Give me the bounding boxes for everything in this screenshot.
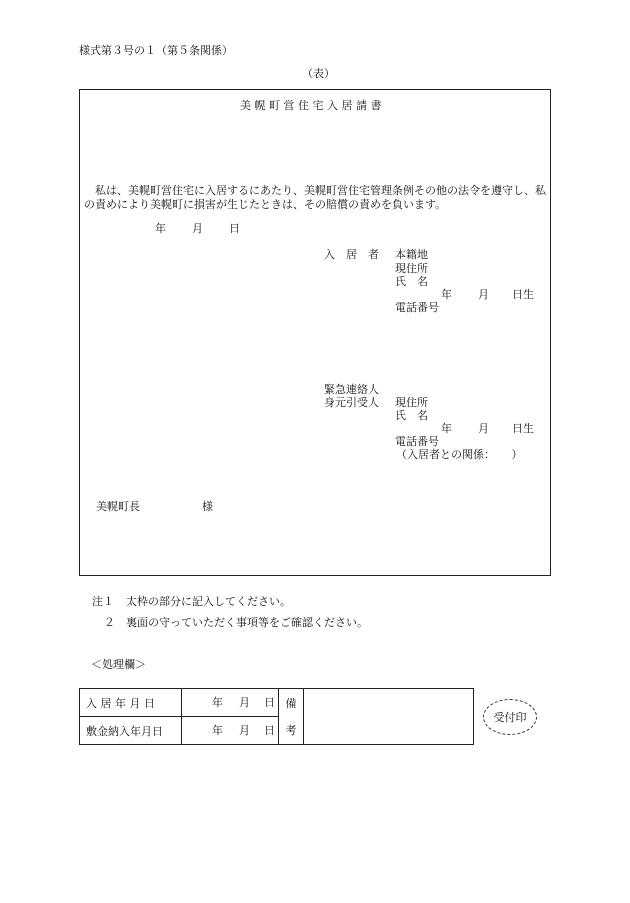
guarantor-label-1: 緊急連絡人: [324, 383, 379, 396]
processing-heading: ＜処理欄＞: [91, 658, 146, 671]
resident-phone[interactable]: 電話番号: [395, 301, 439, 314]
guarantor-birth-month[interactable]: 月: [478, 422, 489, 435]
resident-label: 入 居 者: [324, 248, 379, 261]
deposit-month: 月: [239, 724, 250, 737]
reception-stamp: [483, 699, 537, 735]
note-1-text: 太枠の部分に記入してください。: [126, 595, 291, 608]
note-2-number: ２: [104, 616, 115, 629]
date-year[interactable]: 年: [155, 222, 166, 235]
remarks-label-bottom: 考: [279, 717, 304, 745]
date-day[interactable]: 日: [229, 222, 240, 235]
guarantor-name[interactable]: 氏 名: [395, 409, 428, 422]
move-in-month: 月: [239, 696, 250, 709]
deposit-date-label: 敷金納入年月日: [80, 717, 182, 745]
addressee-honorific: 様: [202, 500, 213, 513]
resident-birth-year[interactable]: 年: [441, 288, 452, 301]
deposit-day: 日: [264, 724, 275, 737]
processing-table: [79, 688, 474, 745]
move-in-date-label: 入 居 年 月 日: [80, 689, 182, 717]
move-in-date-value[interactable]: [182, 689, 279, 717]
table-row: [80, 689, 474, 717]
guarantor-label-2: 身元引受人: [324, 396, 379, 409]
move-in-day: 日: [264, 696, 275, 709]
guarantor-birth-day[interactable]: 日生: [512, 422, 534, 435]
form-number: 様式第３号の１（第５条関係）: [79, 44, 233, 57]
resident-name[interactable]: 氏 名: [395, 275, 428, 288]
guarantor-birth-year[interactable]: 年: [441, 422, 452, 435]
resident-birth-day[interactable]: 日生: [512, 288, 534, 301]
application-frame: [79, 89, 551, 576]
addressee-title: 美幌町長: [96, 500, 140, 513]
guarantor-address[interactable]: 現住所: [395, 396, 428, 409]
pledge-text: 私は、美幌町営住宅に入居するにあたり、美幌町営住宅管理条例その他の法令を遵守し、私の責めにより美幌町に損害が生じたときは、その賠償の責めを負います。: [84, 184, 546, 211]
guarantor-relation[interactable]: （入居者との関係： ）: [396, 448, 523, 461]
move-in-year: 年: [212, 696, 223, 709]
deposit-date-value[interactable]: [182, 717, 279, 745]
remarks-field[interactable]: [304, 689, 474, 745]
note-2-text: 裏面の守っていただく事項等をご確認ください。: [126, 616, 368, 629]
remarks-label-top: 備: [279, 689, 304, 717]
note-1-number: 注１: [92, 595, 114, 608]
resident-address[interactable]: 現住所: [395, 262, 428, 275]
reception-stamp-label: 受付印: [493, 711, 527, 724]
resident-honseki[interactable]: 本籍地: [395, 248, 428, 261]
resident-birth-month[interactable]: 月: [478, 288, 489, 301]
deposit-year: 年: [212, 724, 223, 737]
side-label: （表）: [302, 67, 335, 80]
guarantor-phone[interactable]: 電話番号: [395, 435, 439, 448]
date-month[interactable]: 月: [192, 222, 203, 235]
document-title: 美 幌 町 営 住 宅 入 居 請 書: [240, 99, 382, 112]
